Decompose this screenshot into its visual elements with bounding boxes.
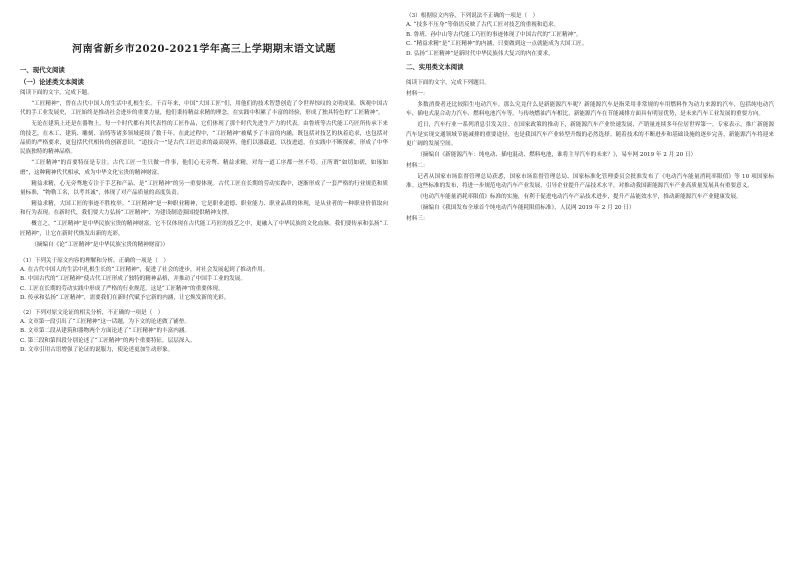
passage-paragraph: 概言之，“工匠精神”是中华民族宝贵的精神财富，它不仅体现在古代能工巧匠的技艺之中，更融入了中华民族的文化血脉。我们要传承和弘扬“工匠精神”，让它在新时代焕发出新的光彩。 <box>20 221 388 237</box>
passage-source: （摘编自《论“工匠精神”是中华民族宝贵的精神财富》） <box>31 241 169 248</box>
question-1-option-b: B. 中国古代的“工匠精神”使古代工匠形成了独特的精神品格，并推动了中国手工业的发展。 <box>20 276 246 283</box>
material-paragraph: 多数消费者还比较陌生电动汽车。那么究竟什么是新能源汽车呢？新能源汽车是指采用非常规的车用燃料作为动力来源的汽车，包括纯电动汽车、插电式混合动力汽车、燃料电池汽车等。与传统燃油汽车相比，新能源汽车在节能减排方面具有明显优势，是未来汽车工业发展的重要方向。 <box>406 101 774 118</box>
material-3-label: 材料三： <box>406 216 429 223</box>
question-3: （3）根据原文内容，下列说法不正确的一项是（ ） <box>406 13 539 19</box>
question-3-option-c: C. “精益求精”是“工匠精神”的内涵，只要做到这一点就能成为大国工匠。 <box>406 41 588 48</box>
instruction-text: 阅读下面的文字，完成下题。 <box>20 90 93 96</box>
material-1-label: 材料一： <box>406 90 429 97</box>
material-1-source: （摘编自《新能源汽车：纯电动、插电混动、燃料电池，谁将主导汽车的未来？》，易车网 2019 年 2 月 20 日） <box>417 151 697 158</box>
material-2-label: 材料二： <box>406 162 429 169</box>
right-column <box>406 12 774 552</box>
section-subheading-1: （一）论述类文本阅读 <box>20 78 84 86</box>
document-title: 河南省新乡市2020-2021学年高三上学期期末语文试题 <box>72 44 336 55</box>
instruction-text-2: 阅读下面的文字，完成下列题目。 <box>406 80 490 87</box>
question-2: （2）下列对原文论证的相关分析，不正确的一项是（ ） <box>20 309 164 316</box>
passage-paragraph: 精益求精，心无旁骛地专注于手艺和产品，是“工匠精神”的另一重要体现。古代工匠在长期的劳动实践中，逐渐形成了一套严格的行业规范和质量标准，“物勒工名，以考其诚”，体现了对产品质量的高度负责。 <box>20 180 388 197</box>
question-1-option-c: C. 工匠在长期的劳动实践中形成了严格的行业规范，这是“工匠精神”的重要体现。 <box>20 285 224 292</box>
question-2-option-c: C. 第三段和第四段分别论述了“工匠精神”的两个重要特征，层层深入。 <box>20 337 196 344</box>
passage-paragraph: 无论在建筑上还是在器物上，每一个时代都有其代表性的工匠作品，它们体现了那个时代先进生产力的代表。由鲁班等古代能工巧匠所传承下来的技艺，在木工、建筑、雕刻、冶铸等诸多领域延续了数千年。在此过程中，“工匠精神”被赋予了丰富的内涵，既包括对技艺的执着追求，也包括对品质的严格要求，更包括代代相传的创新意识。“道技合一”是古代工匠追求的最高境界，他们以器载道，以技进道，在实践中不断探索，形成了中华民族独特的精神品格。 <box>20 121 388 156</box>
question-3-option-b: B. 鲁班、孙中山等古代能工巧匠的事迹体现了中国古代的“工匠精神”。 <box>406 31 582 38</box>
passage-paragraph: “工匠精神”的首要特征是专注。古代工匠一生只做一件事，他们心无旁骛、精益求精，对每一道工序都一丝不苟。正所谓“如切如磋，如琢如磨”，这种精神代代相承，成为中华文化宝贵的精神财富。 <box>20 160 388 176</box>
question-3-option-a: A. “技多不压身”等俗语反映了古代工匠对技艺的重视和追求。 <box>406 22 560 29</box>
passage-paragraph: 精益求精，大国工匠的事迹不胜枚举。“工匠精神”是一种职业精神，它是职业道德、职业能力、职业品质的体现，是从业者的一种职业价值取向和行为表现。在新时代，我们要大力弘扬“工匠精神”，为建设制造强国提供精神支撑。 <box>20 200 388 217</box>
material-2-source: （摘编自《我国发布全球首个纯电动汽车能耗限值标准》，人民网 2019 年 2 月 20 日） <box>417 204 635 211</box>
material-paragraph: 近日，汽车行业一系列消息引发关注。在国家政策的推动下，新能源汽车产业快速发展，产销量连续多年位居世界第一。专家表示，推广新能源汽车是实现交通领域节能减排的重要途径，也是我国汽车产业转型升级的必然选择。随着技术的不断进步和基础设施的逐步完善，新能源汽车将迎来更广阔的发展空间。 <box>406 122 774 147</box>
left-column <box>20 12 388 552</box>
passage-paragraph: “工匠精神”，曾在古代中国人的生活中扎根生长。千百年来，中国“大国工匠”们，用他们的技术智慧创造了令世界惊叹的文明成果。纵观中国古代的手工业发展史，工匠始终是推动社会进步的重要力量，他们秉持精益求精的理念，在实践中积累了丰富的经验，形成了独具特色的“工匠精神”。 <box>20 100 388 117</box>
question-1: （1）下列关于原文内容的理解和分析，正确的一项是（ ） <box>20 257 169 264</box>
question-3-option-d: D. 弘扬“工匠精神”是新时代中华民族伟大复兴的内在要求。 <box>406 50 554 57</box>
section-heading-2: 二、实用类文本阅读 <box>406 63 464 72</box>
section-heading-1: 一、现代文阅读 <box>20 66 65 74</box>
question-2-option-d: D. 文章引用古语增强了论证的说服力，使论述更加生动形象。 <box>20 347 174 354</box>
question-1-option-d: D. 传承和弘扬“工匠精神”，需要我们在新时代赋予它新的内涵，让它焕发新的光彩。 <box>20 295 230 302</box>
question-2-option-b: B. 文章第二段从建筑和器物两个方面论述了“工匠精神”的丰富内涵。 <box>20 328 191 335</box>
question-2-option-a: A. 文章第一段引出了“工匠精神”这一话题，为下文的论述做了铺垫。 <box>20 318 190 325</box>
material-paragraph: 《电动汽车能量消耗率限值》标准的实施，有利于促进电动汽车产品技术进步，提升产品能效水平，推动新能源汽车产业健康发展。 <box>417 194 742 200</box>
question-1-option-a: A. 在古代中国人的生活中扎根生长的“工匠精神”，促进了社会的进步，对社会发展起到了推动作用。 <box>20 266 269 273</box>
material-paragraph: 记者从国家市场监督管理总局获悉，国家市场监督管理总局、国家标准化管理委员会批准发布了《电动汽车能量消耗率限值》等 10 项国家标准。这些标准的发布，将进一步规范电动汽车产业发展，引导企业提升产品技术水平，对推动我国新能源汽车产业高质量发展具有重要意义。 <box>406 173 774 190</box>
